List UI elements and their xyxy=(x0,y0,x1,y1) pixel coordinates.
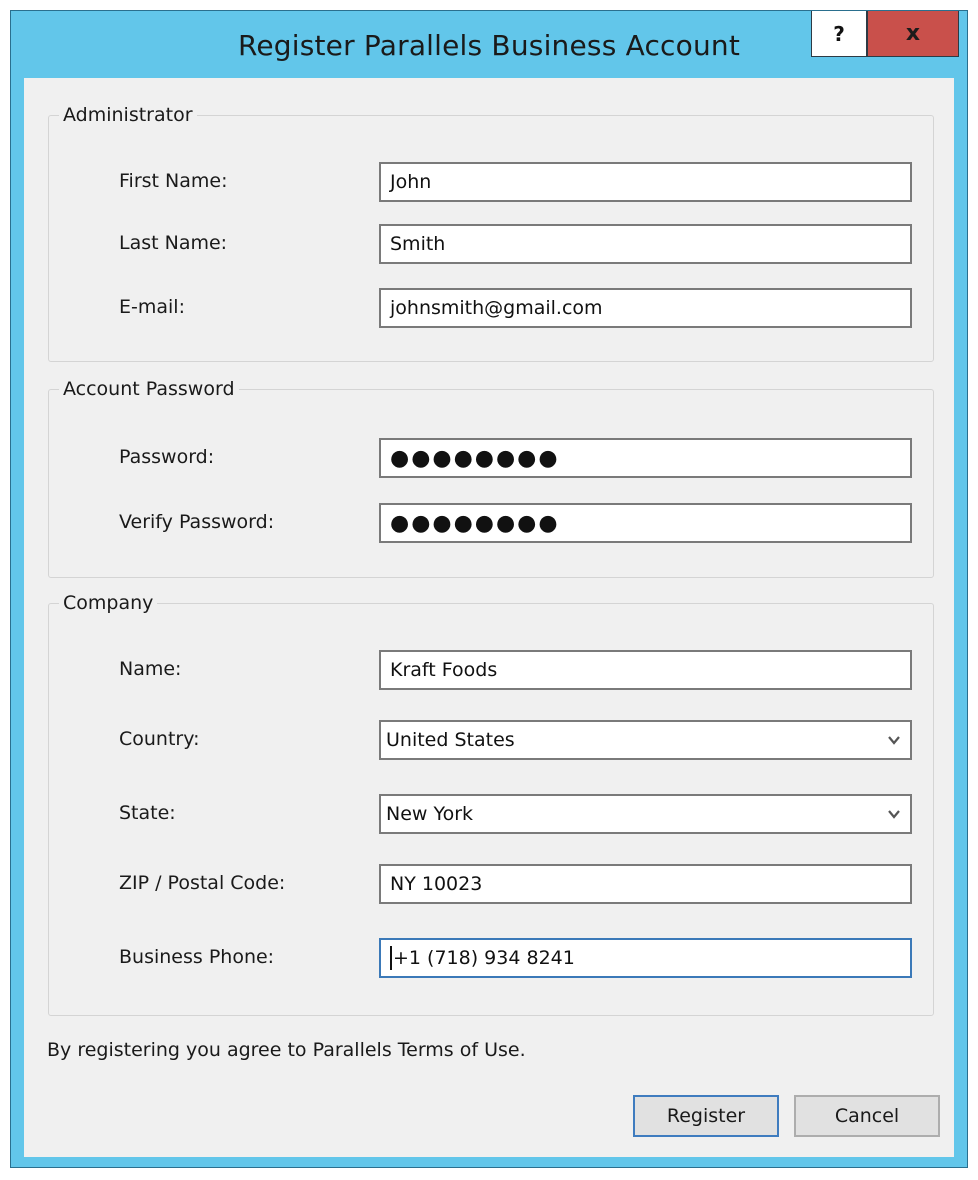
state-select[interactable] xyxy=(379,794,912,834)
email-label: E-mail: xyxy=(119,296,185,318)
first-name-row xyxy=(49,162,933,202)
zip-input[interactable]: NY 10023 xyxy=(379,864,912,904)
email-input[interactable]: johnsmith@gmail.com xyxy=(379,288,912,328)
company-name-row xyxy=(49,650,933,690)
company-group xyxy=(48,592,934,1016)
administrator-group xyxy=(48,104,934,362)
company-legend: Company xyxy=(63,592,154,614)
password-label: Password: xyxy=(119,446,215,468)
zip-label: ZIP / Postal Code: xyxy=(119,872,286,894)
first-name-label: First Name: xyxy=(119,170,228,192)
account-password-group xyxy=(48,378,934,578)
country-value: United States xyxy=(386,729,515,751)
account-password-legend: Account Password xyxy=(63,378,235,400)
dialog-body xyxy=(24,78,954,1157)
first-name-input[interactable]: John xyxy=(379,162,912,202)
business-phone-input[interactable] xyxy=(379,938,912,978)
country-label: Country: xyxy=(119,728,200,750)
business-phone-row xyxy=(49,938,933,978)
verify-password-input[interactable]: ●●●●●●●● xyxy=(379,503,912,543)
zip-row xyxy=(49,864,933,904)
register-dialog-window xyxy=(10,10,968,1168)
verify-password-label: Verify Password: xyxy=(119,511,275,533)
business-phone-value: +1 (718) 934 8241 xyxy=(393,947,575,969)
state-value: New York xyxy=(386,803,474,825)
last-name-input[interactable]: Smith xyxy=(379,224,912,264)
country-row xyxy=(49,720,933,760)
help-button[interactable]: ? xyxy=(811,11,867,57)
last-name-row xyxy=(49,224,933,264)
chevron-down-icon xyxy=(886,806,902,822)
password-input[interactable]: ●●●●●●●● xyxy=(379,438,912,478)
last-name-label: Last Name: xyxy=(119,232,228,254)
terms-agreement-text: By registering you agree to Parallels Terms of Use. xyxy=(47,1039,526,1061)
close-button[interactable]: x xyxy=(867,11,959,57)
register-button[interactable]: Register xyxy=(633,1095,779,1137)
verify-password-row xyxy=(49,503,933,543)
window-title: Register Parallels Business Account xyxy=(237,29,741,62)
password-row xyxy=(49,438,933,478)
email-row xyxy=(49,288,933,328)
company-name-input[interactable]: Kraft Foods xyxy=(379,650,912,690)
chevron-down-icon xyxy=(886,732,902,748)
cancel-button[interactable]: Cancel xyxy=(794,1095,940,1137)
administrator-legend: Administrator xyxy=(63,104,193,126)
state-label: State: xyxy=(119,802,176,824)
state-row xyxy=(49,794,933,834)
text-caret xyxy=(390,946,392,970)
country-select[interactable] xyxy=(379,720,912,760)
company-name-label: Name: xyxy=(119,658,182,680)
business-phone-label: Business Phone: xyxy=(119,946,275,968)
